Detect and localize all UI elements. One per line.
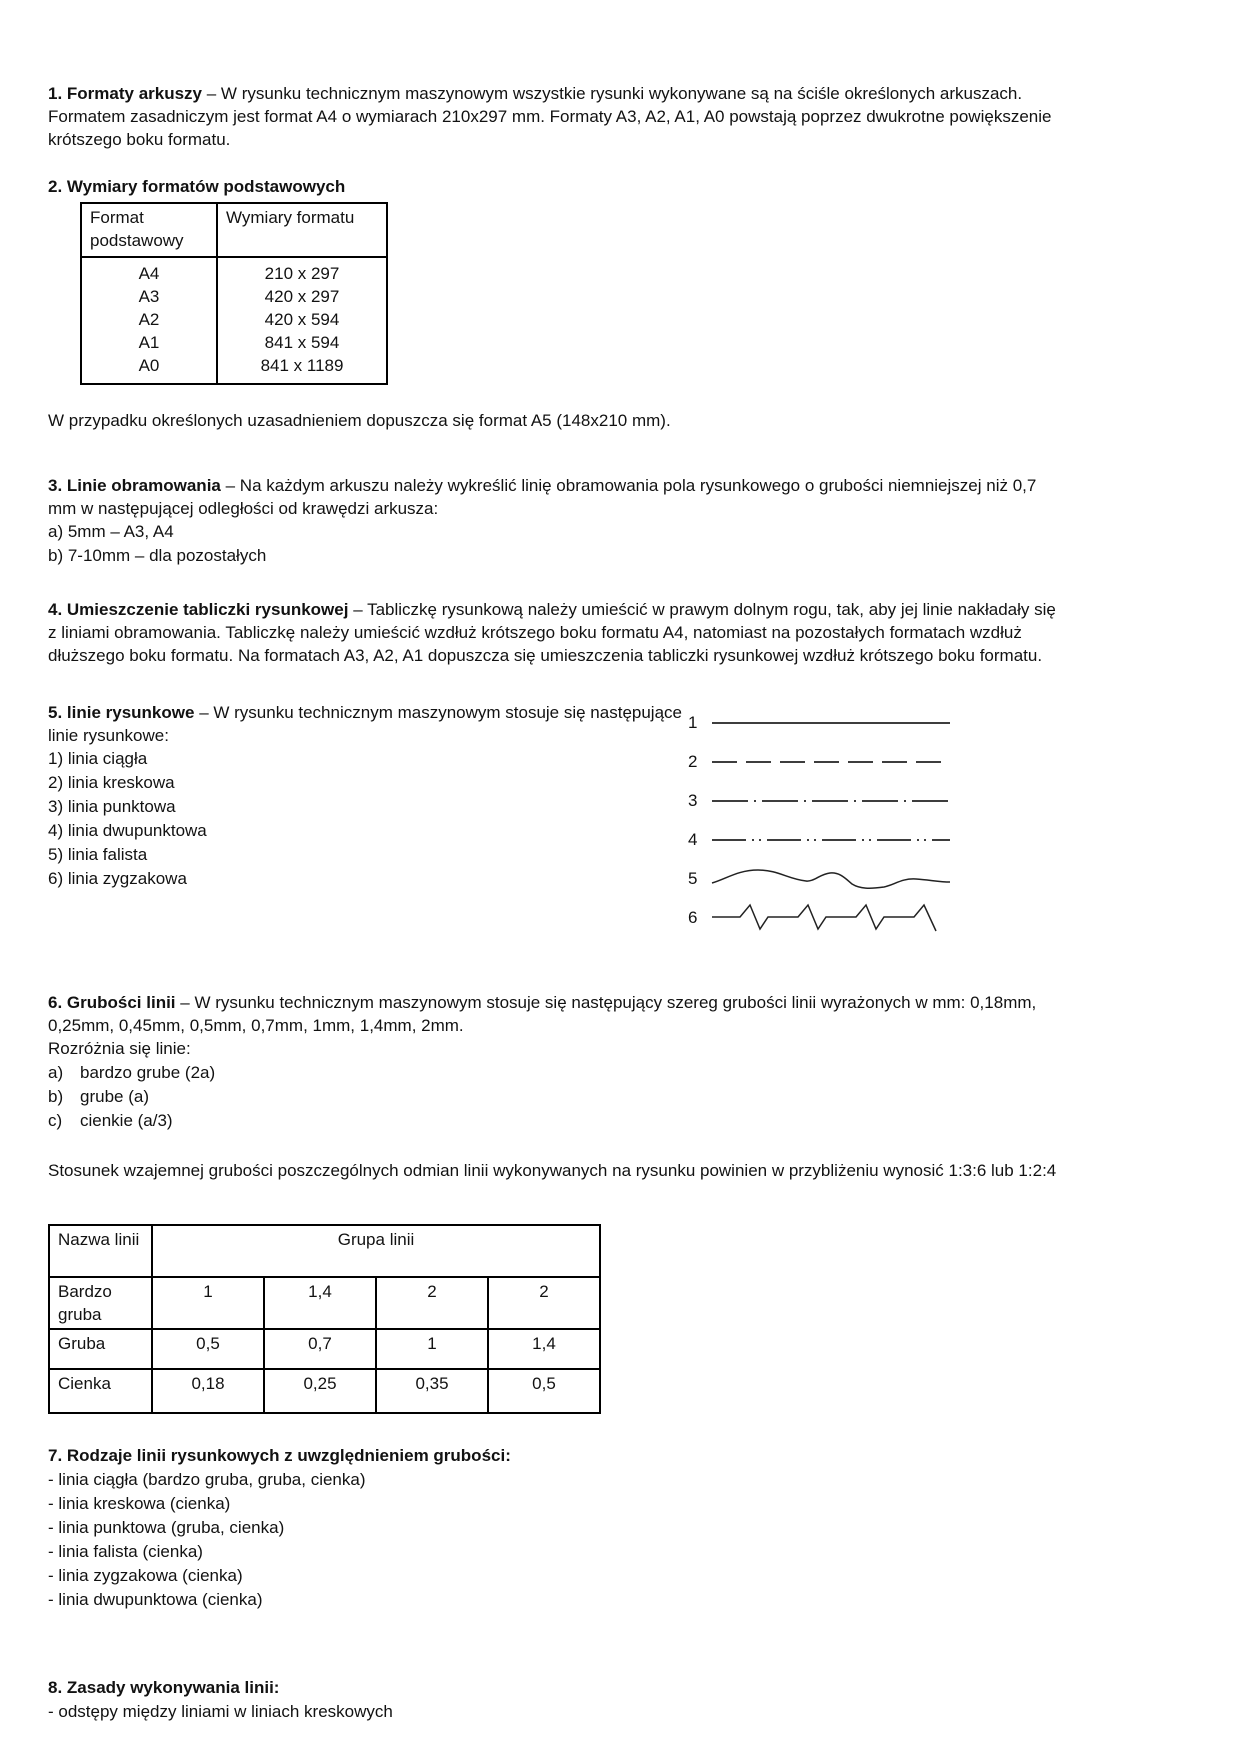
value-cell: 0,25 — [264, 1369, 376, 1413]
line-type-item-6: 6) linia zygzakowa — [48, 869, 187, 888]
format-table-header-format: Format podstawowy — [81, 203, 217, 257]
value-cell: 0,18 — [152, 1369, 264, 1413]
line-kind-item-1: - linia ciągła (bardzo gruba, gruba, cienka) — [48, 1470, 366, 1489]
line-sample-row-dashed — [688, 742, 968, 781]
value-cell: 0,5 — [488, 1369, 600, 1413]
format-cell: A4 — [81, 257, 217, 285]
group-table-header-row — [49, 1225, 600, 1277]
sample-number: 5 — [688, 869, 698, 888]
section-7-heading: 7. Rodzaje linii rysunkowych z uwzględnieniem grubości: — [48, 1446, 511, 1465]
line-sample-solid — [710, 708, 952, 738]
section-3-body: – Na każdym arkuszu należy wykreślić linię obramowania pola rysunkowego o grubości niemniejszej niż 0,7 mm w następującej odległości od krawędzi arkusza: — [48, 476, 1037, 518]
section-4-body: – Tabliczkę rysunkową należy umieścić w prawym dolnym rogu, tak, aby jej linie nakładały się z liniami obramowania. Tabliczkę należy umieścić wzdłuż krótszego boku formatu A4, natomiast na pozostałych formatach wzdłuż dłuższego boku formatu. Na formatach A3, A2, A1 dopuszcza się umieszczenia tabliczki rysunkowej wzdłuż krótszego boku formatu. — [48, 600, 1056, 665]
value-cell: 2 — [488, 1277, 600, 1329]
line-type-item-1: 1) linia ciągła — [48, 749, 148, 768]
section-5-body: – W rysunku technicznym maszynowym stosuje się następujące linie rysunkowe: — [48, 703, 682, 745]
line-kind-item-3: - linia punktowa (gruba, cienka) — [48, 1518, 285, 1537]
item-text: grube (a) — [80, 1087, 149, 1106]
dimensions-cell: 420 x 594 — [264, 310, 340, 329]
section-5-paragraph — [48, 701, 688, 747]
line-sample-dash-dot-dot — [710, 825, 952, 855]
section-4-paragraph — [48, 598, 1064, 667]
section-5-text — [48, 701, 688, 937]
format-table-header-row — [81, 203, 387, 257]
corner-header-cell: Nazwa linii — [49, 1225, 152, 1277]
value-cell: 1 — [152, 1277, 264, 1329]
section-6-paragraph — [48, 991, 1064, 1037]
section-1-body: – W rysunku technicznym maszynowym wszystkie rysunki wykonywane są na ściśle określonych arkuszach. Formatem zasadniczym jest format A4 o wymiarach 210x297 mm. Formaty A3, A2, A1, A0 powstają poprzez dwukrotne powiększenie krótszego boku formatu. — [48, 84, 1052, 149]
format-cell: A2 — [81, 308, 217, 331]
line-kind-item-6: - linia dwupunktowa (cienka) — [48, 1590, 263, 1609]
dimensions-cell: 210 x 297 — [264, 264, 340, 283]
format-table-row — [81, 354, 387, 384]
dimensions-cell: 841 x 1189 — [260, 356, 344, 375]
value-cell: 1,4 — [488, 1329, 600, 1369]
section-6-subheading: Rozróżnia się linie: — [48, 1039, 191, 1058]
section-4 — [48, 598, 1192, 667]
line-kind-item-2: - linia kreskowa (cienka) — [48, 1494, 231, 1513]
sample-number: 1 — [688, 713, 698, 732]
line-sample-row-wavy — [688, 859, 968, 898]
line-sample-row-zigzag — [688, 898, 968, 937]
sample-number: 3 — [688, 791, 698, 810]
a5-format-note: W przypadku określonych uzasadnieniem dopuszcza się format A5 (148x210 mm). — [48, 411, 671, 430]
section-5 — [48, 701, 1192, 937]
row-label: Bardzo gruba — [49, 1277, 152, 1329]
line-group-table — [48, 1224, 601, 1414]
line-kind-item-5: - linia zygzakowa (cienka) — [48, 1566, 243, 1585]
section-4-heading: 4. Umieszczenie tabliczki rysunkowej — [48, 600, 349, 619]
line-kind-item-4: - linia falista (cienka) — [48, 1542, 203, 1561]
group-header-cell: Grupa linii — [152, 1225, 600, 1277]
line-type-item-3: 3) linia punktowa — [48, 797, 176, 816]
item-label: a) — [48, 1063, 64, 1082]
line-sample-row-dash-dot-dot — [688, 820, 968, 859]
line-sample-zigzag — [710, 902, 952, 934]
format-table-row — [81, 308, 387, 331]
item-label: b) — [48, 1087, 64, 1106]
format-table-row — [81, 331, 387, 354]
ratio-note: Stosunek wzajemnej grubości poszczególnych odmian linii wykonywanych na rysunku powinien w przybliżeniu wynosić 1:3:6 lub 1:2:4 — [48, 1161, 1057, 1180]
value-cell: 0,5 — [152, 1329, 264, 1369]
line-type-item-4: 4) linia dwupunktowa — [48, 821, 207, 840]
line-sample-row-solid — [688, 703, 968, 742]
section-6-heading: 6. Grubości linii — [48, 993, 176, 1012]
group-table-row-bardzo-gruba — [49, 1277, 600, 1329]
section-1-paragraph — [48, 82, 1064, 151]
section-2-heading: 2. Wymiary formatów podstawowych — [48, 177, 346, 196]
format-cell: A3 — [81, 285, 217, 308]
value-cell: 1 — [376, 1329, 488, 1369]
section-8 — [48, 1676, 1192, 1724]
section-3-heading: 3. Linie obramowania — [48, 476, 221, 495]
value-cell: 2 — [376, 1277, 488, 1329]
section-8-heading: 8. Zasady wykonywania linii: — [48, 1678, 280, 1697]
section-5-heading: 5. linie rysunkowe — [48, 703, 195, 722]
section-1-heading: 1. Formaty arkuszy — [48, 84, 203, 103]
section-3-item-b: b) 7-10mm – dla pozostałych — [48, 546, 267, 565]
group-table-row-gruba — [49, 1329, 600, 1369]
line-sample-dash-dot — [710, 786, 952, 816]
format-cell: A0 — [81, 354, 217, 384]
value-cell: 0,7 — [264, 1329, 376, 1369]
section-6-body: – W rysunku technicznym maszynowym stosuje się następujący szereg grubości linii wyrażonych w mm: 0,18mm, 0,25mm, 0,45mm, 0,5mm, 0,7mm, 1mm, 1,4mm, 2mm. — [48, 993, 1037, 1035]
line-sample-dashed — [710, 747, 952, 777]
item-label: c) — [48, 1111, 63, 1130]
sample-number: 2 — [688, 752, 698, 771]
format-cell: A1 — [81, 331, 217, 354]
line-sample-row-dash-dot — [688, 781, 968, 820]
section-8-item-1: - odstępy między liniami w liniach kreskowych — [48, 1702, 393, 1721]
format-table-header-wymiary: Wymiary formatu — [217, 203, 387, 257]
line-type-item-5: 5) linia falista — [48, 845, 148, 864]
row-label: Cienka — [49, 1369, 152, 1413]
value-cell: 1,4 — [264, 1277, 376, 1329]
section-3-item-a: a) 5mm – A3, A4 — [48, 522, 174, 541]
section-3-paragraph — [48, 474, 1064, 520]
group-table-row-cienka — [49, 1369, 600, 1413]
line-sample-wavy — [710, 864, 952, 894]
thickness-item-a — [48, 1061, 1192, 1085]
format-table-row — [81, 257, 387, 285]
dimensions-cell: 841 x 594 — [264, 333, 340, 352]
line-type-item-2: 2) linia kreskowa — [48, 773, 175, 792]
item-text: bardzo grube (2a) — [80, 1063, 216, 1082]
format-table — [80, 202, 388, 385]
dimensions-cell: 420 x 297 — [264, 287, 340, 306]
thickness-item-c — [48, 1109, 1192, 1133]
sample-number: 6 — [688, 908, 698, 927]
sample-number: 4 — [688, 830, 698, 849]
line-samples-figure — [688, 701, 968, 937]
format-table-row — [81, 285, 387, 308]
section-3 — [48, 474, 1192, 568]
value-cell: 0,35 — [376, 1369, 488, 1413]
section-6 — [48, 991, 1192, 1133]
section-7 — [48, 1444, 1192, 1612]
item-text: cienkie (a/3) — [80, 1111, 173, 1130]
row-label: Gruba — [49, 1329, 152, 1369]
thickness-item-b — [48, 1085, 1192, 1109]
